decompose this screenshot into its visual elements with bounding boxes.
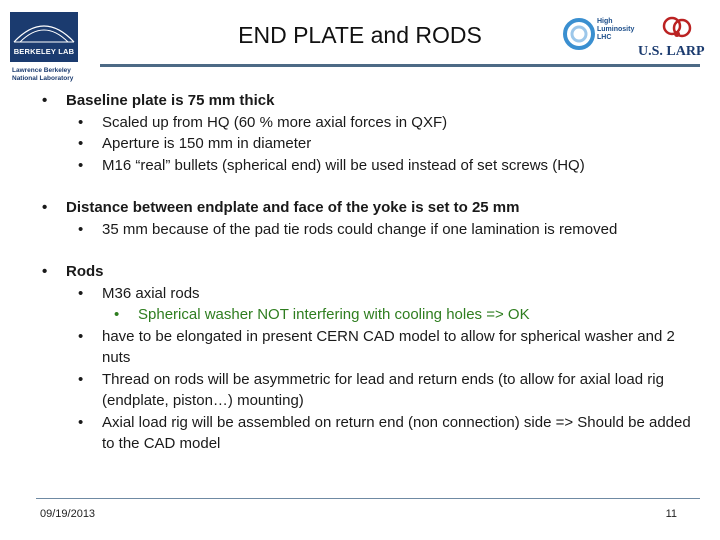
hl-line-1: High (597, 18, 613, 25)
lbnl-name (12, 67, 73, 82)
sub-bullet-scaled-up: • Scaled up from HQ (60 % more axial forces in QXF) (78, 112, 702, 134)
lbnl-line-1: Lawrence Berkeley (12, 67, 71, 74)
sub-bullet-m16-bullets: • M16 “real” bullets (spherical end) will be used instead of set screws (HQ) (78, 155, 702, 177)
hl-line-3: LHC (597, 34, 612, 41)
sub-bullet-axial-load-rig: • Axial load rig will be assembled on return end (non connection) side => Should be added to the CAD model (78, 412, 702, 455)
bullet-baseline-plate: • Baseline plate is 75 mm thick (42, 90, 702, 112)
us-larp-logo-text: U.S. LARP (638, 44, 705, 59)
sub-bullet-aperture: • Aperture is 150 mm in diameter (78, 133, 702, 155)
us-larp-emblem-icon (660, 14, 694, 44)
berkeley-lab-building-icon (10, 12, 78, 48)
berkeley-lab-text: BERKELEY LAB (13, 47, 75, 56)
sub-bullet-thread: • Thread on rods will be asymmetric for lead and return ends (to allow for axial load rig (endplate, piston…) mounting) (78, 369, 702, 412)
hl-line-2: Luminosity (597, 26, 635, 33)
bullet-distance: • Distance between endplate and face of the yoke is set to 25 mm (42, 197, 702, 219)
header-divider (100, 64, 700, 67)
footer-date: 09/19/2013 (40, 508, 96, 520)
page-number: 11 (665, 508, 677, 520)
hl-lhc-text (597, 18, 634, 42)
sub-bullet-35mm: • 35 mm because of the pad tie rods could change if one lamination is removed (78, 219, 702, 241)
slide-title: END PLATE and RODS (238, 22, 482, 48)
sub-bullet-m36: • M36 axial rods (78, 283, 702, 305)
bullet-rods: • Rods (42, 261, 702, 283)
lbnl-line-2: National Laboratory (12, 74, 74, 82)
footer-divider (36, 498, 700, 499)
sub-bullet-elongated: • have to be elongated in present CERN CAD model to allow for spherical washer and 2 nuts (78, 326, 702, 369)
berkeley-lab-logo (10, 12, 78, 62)
slide-body (42, 90, 702, 455)
sub-sub-bullet-spherical-washer: • Spherical washer NOT interfering with cooling holes => OK (114, 304, 702, 326)
